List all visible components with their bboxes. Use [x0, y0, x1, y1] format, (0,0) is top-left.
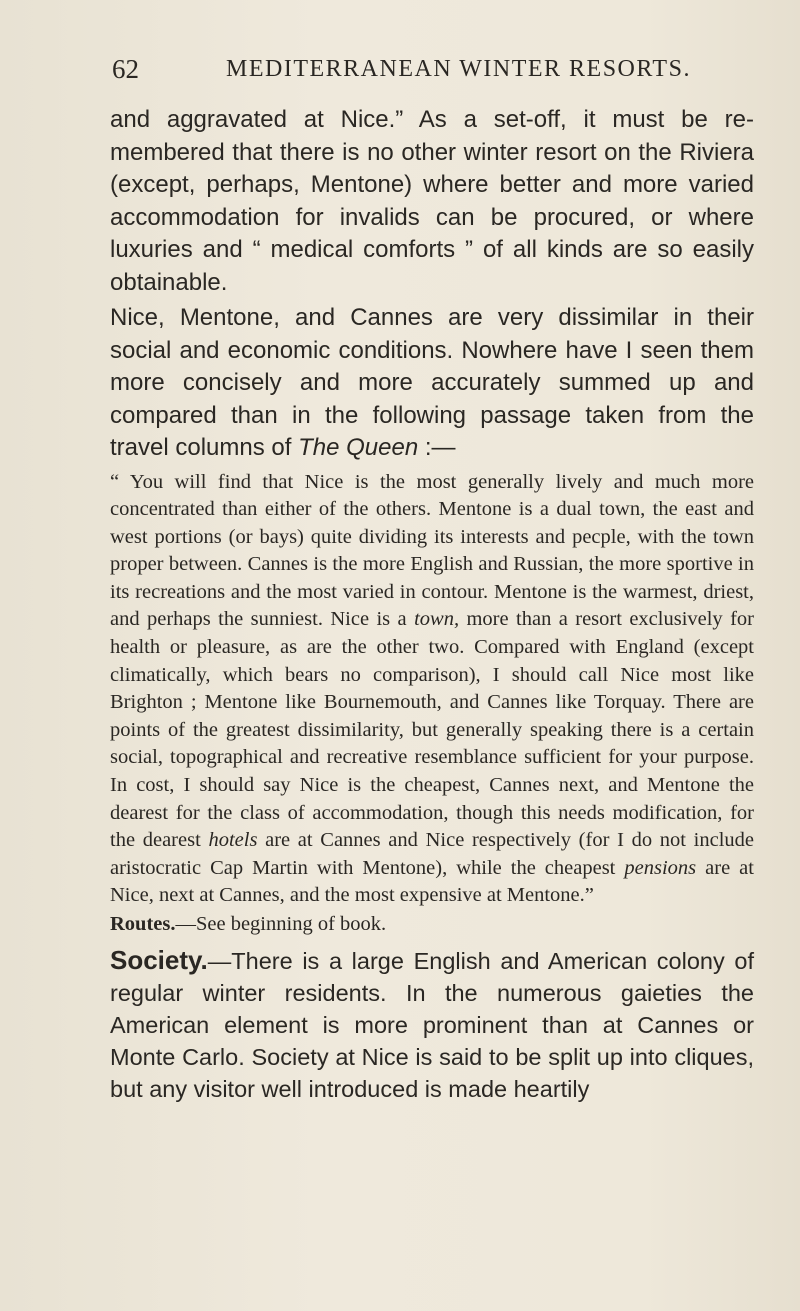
quote-part-4: are at Nice, next at Cannes, and the most expensive at Mentone.” — [110, 856, 754, 907]
paragraph-comparison-text: Nice, Mentone, and Cannes are very dissimilar in their social and economic conditions. Nowhere have I seen them more concisely and more accurately summed up and compared than in the following passage taken from the travel columns of — [110, 304, 754, 461]
page-number: 62 — [112, 54, 139, 84]
quote-italic-town: town, — [414, 608, 460, 631]
society-text: —There is a large English and American colony of regular winter residents. In the numerous gaieties the American element is more prominent than at Cannes or Monte Carlo. Society at Nice is said to be split up into cliques, but any visitor well introduced is made heartily — [110, 948, 754, 1102]
routes-text: —See beginning of book. — [175, 913, 387, 935]
society-heading: Society. — [110, 945, 208, 975]
quote-part-2: more than a resort exclusively for health or pleasure, as are the other two. Compared with England (except climatically, which bears no comparison), I should call Nice most like Brighton ; Mentone like Bournemouth, and Cannes like Torquay. There are points of the greatest dissimilarity, but generally speaking there is a certain social, topographical and recreative resemblance sufficient for your purpose. In cost, I should say Nice is the cheapest, Cannes next, and Mentone the dearest for the class of accommodation, though this needs modification, for the dearest — [110, 608, 754, 852]
running-title: MEDITERRANEAN WINTER RESORTS. — [226, 56, 691, 82]
quote-part-1: “ You will find that Nice is the most generally lively and much more concentrated than either of the others. Mentone is a dual town, the east and west portions (or bays) quite dividing its interests and pecple, with the town proper between. Cannes is the more English and Russian, the more sportive in its recreations and the most varied in contour. Mentone is the warmest, driest, and perhaps the sunniest. Nice is a — [110, 470, 754, 631]
quote-italic-pensions: pensions — [624, 856, 697, 879]
quoted-passage — [110, 469, 754, 911]
running-head — [112, 54, 752, 94]
paragraph-accommodation-text: and aggravated at Nice.” As a set-off, it must be re-membered that there is no other winter resort on the Riviera (except, perhaps, Mentone) where better and more varied accommodation for invalids can be procured, or where luxuries and “ medical comforts ” of all kinds are so easily obtainable. — [110, 106, 754, 296]
society-section — [110, 944, 754, 1105]
routes-section — [110, 910, 754, 938]
quote-italic-hotels: hotels — [208, 829, 258, 852]
paragraph-accommodation — [110, 104, 754, 299]
paragraph-comparison — [110, 302, 754, 465]
routes-heading: Routes. — [110, 913, 176, 935]
page-body — [110, 104, 754, 1105]
paragraph-comparison-end: :— — [418, 434, 456, 461]
publication-title: The Queen — [298, 434, 419, 461]
quote-part-3: are at Cannes and Nice respectively (for I do not include aristocratic Cap Martin with Mentone), while the cheapest — [110, 829, 754, 879]
